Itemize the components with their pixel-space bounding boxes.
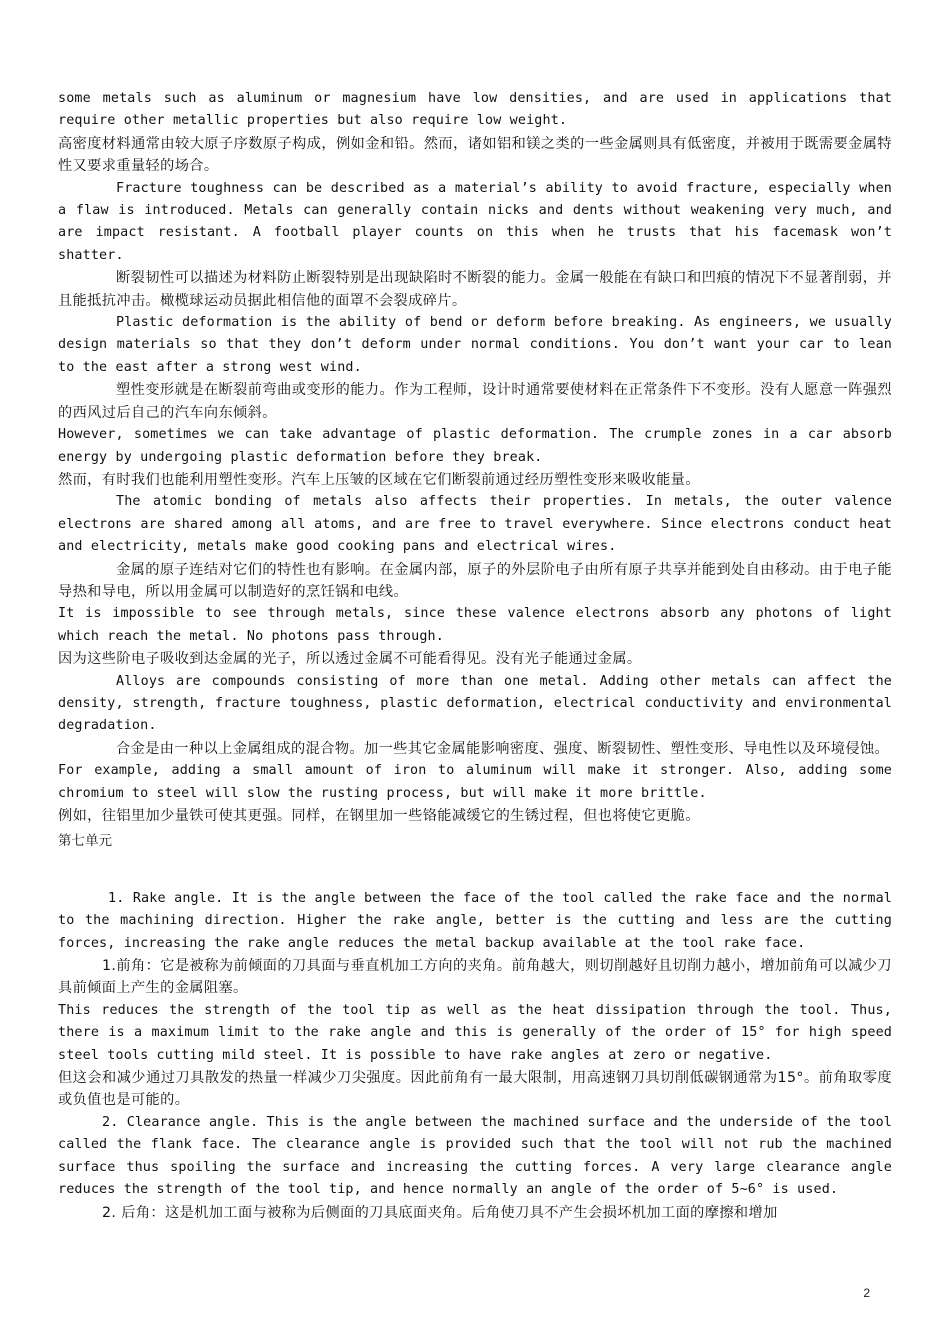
paragraph-en: some metals such as aluminum or magnesium have low densities, and are used in applications that require other metallic properties but also require low weight. [58, 91, 892, 129]
document-body [58, 88, 892, 1224]
paragraph-cn: 塑性变形就是在断裂前弯曲或变形的能力。作为工程师，设计时通常要使材料在正常条件下不变形。没有人愿意一阵强烈的西风过后自己的汽车向东倾斜。 [58, 382, 892, 421]
paragraph-cn: 1.前角：它是被称为前倾面的刀具面与垂直机加工方向的夹角。前角越大，则切削越好且切削力越小，增加前角可以减少刀具前倾面上产生的金属阻塞。 [58, 958, 892, 997]
paragraph-en: Plastic deformation is the ability of bend or deform before breaking. As engineers, we usually design materials so that they don’t deform under normal conditions. You don’t want your car to lean to the east after a strong west wind. [58, 315, 892, 375]
paragraph-cn: 例如，往铝里加少量铁可使其更强。同样，在钢里加一些铬能减缓它的生锈过程，但也将使它更脆。 [58, 808, 700, 824]
paragraph-en: For example, adding a small amount of iron to aluminum will make it stronger. Also, adding some chromium to steel will slow the rusting process, but will make it more brittle. [58, 763, 892, 801]
paragraph-en: This reduces the strength of the tool tip as well as the heat dissipation through the tool. Thus, there is a maximum limit to the rake angle and this is generally of the order of 15° for high speed steel tools cutting mild steel. It is possible to have rake angles at zero or negative. [58, 1002, 892, 1063]
paragraph-cn: 然而，有时我们也能利用塑性变形。汽车上压皱的区域在它们断裂前通过经历塑性变形来吸收能量。 [58, 471, 700, 488]
paragraph-en: Fracture toughness can be described as a material’s ability to avoid fracture, especially when a flaw is introduced. Metals can generally contain nicks and dents without weakening very much, and are impact resistant. A football player counts on this when he trusts that his facemask won’t shatter. [58, 180, 892, 263]
paragraph-en: Alloys are compounds consisting of more than one metal. Adding other metals can affect the density, strength, fracture toughness, plastic deformation, electrical conductivity and environmental degradation. [58, 673, 892, 734]
paragraph-en: 1. Rake angle. It is the angle between the face of the tool called the rake face and the normal to the machining direction. Higher the rake angle, better is the cutting and less are the cutting forces, increasing the rake angle reduces the metal backup available at the tool rake face. [58, 890, 892, 951]
page-number: 2 [863, 1286, 870, 1300]
paragraph-en: The atomic bonding of metals also affects their properties. In metals, the outer valence electrons are shared among all atoms, and are free to travel everywhere. Since electrons conduct heat and electricity, metals make good cooking pans and electrical wires. [58, 494, 892, 555]
paragraph-en: It is impossible to see through metals, since these valence electrons absorb any photons of light which reach the metal. No photons pass through. [58, 606, 892, 644]
paragraph-cn: 因为这些阶电子吸收到达金属的光子，所以透过金属不可能看得见。没有光子能通过金属。 [58, 651, 642, 668]
paragraph-cn: 断裂韧性可以描述为材料防止断裂特别是出现缺陷时不断裂的能力。金属一般能在有缺口和凹痕的情况下不显著削弱，并且能抵抗冲击。橄榄球运动员据此相信他的面罩不会裂成碎片。 [58, 270, 892, 309]
paragraph-cn: 合金是由一种以上金属组成的混合物。加一些其它金属能影响密度、强度、断裂韧性、塑性变形、导电性以及环境侵蚀。 [116, 740, 890, 757]
paragraph-en: 2. Clearance angle. This is the angle between the machined surface and the underside of the tool called the flank face. The clearance angle is provided such that the tool will not rub the machined surface thus spoiling the surface and increasing the cutting forces. A very large clearance angle reduces the strength of the tool tip, and hence normally an angle of the order of 5~6° is used. [58, 1114, 892, 1198]
paragraph-cn: 但这会和减少通过刀具散发的热量一样减少刀尖强度。因此前角有一最大限制，用高速钢刀具切削低碳钢通常为15°。前角取零度或负值也是可能的。 [58, 1070, 892, 1109]
paragraph-cn: 金属的原子连结对它们的特性也有影响。在金属内部，原子的外层阶电子由所有原子共享并能到处自由移动。由于电子能导热和导电，所以用金属可以制造好的烹饪锅和电线。 [58, 561, 892, 600]
unit-title: 第七单元 [58, 834, 113, 850]
paragraph-en: However, sometimes we can take advantage of plastic deformation. The crumple zones in a car absorb energy by undergoing plastic deformation before they break. [58, 427, 892, 465]
paragraph-cn: 2. 后角：这是机加工面与被称为后侧面的刀具底面夹角。后角使刀具不产生会损坏机加工面的摩擦和增加 [102, 1204, 778, 1221]
paragraph-cn: 高密度材料通常由较大原子序数原子构成，例如金和铅。然而，诸如铝和镁之类的一些金属则具有低密度，并被用于既需要金属特性又要求重量轻的场合。 [58, 135, 892, 175]
